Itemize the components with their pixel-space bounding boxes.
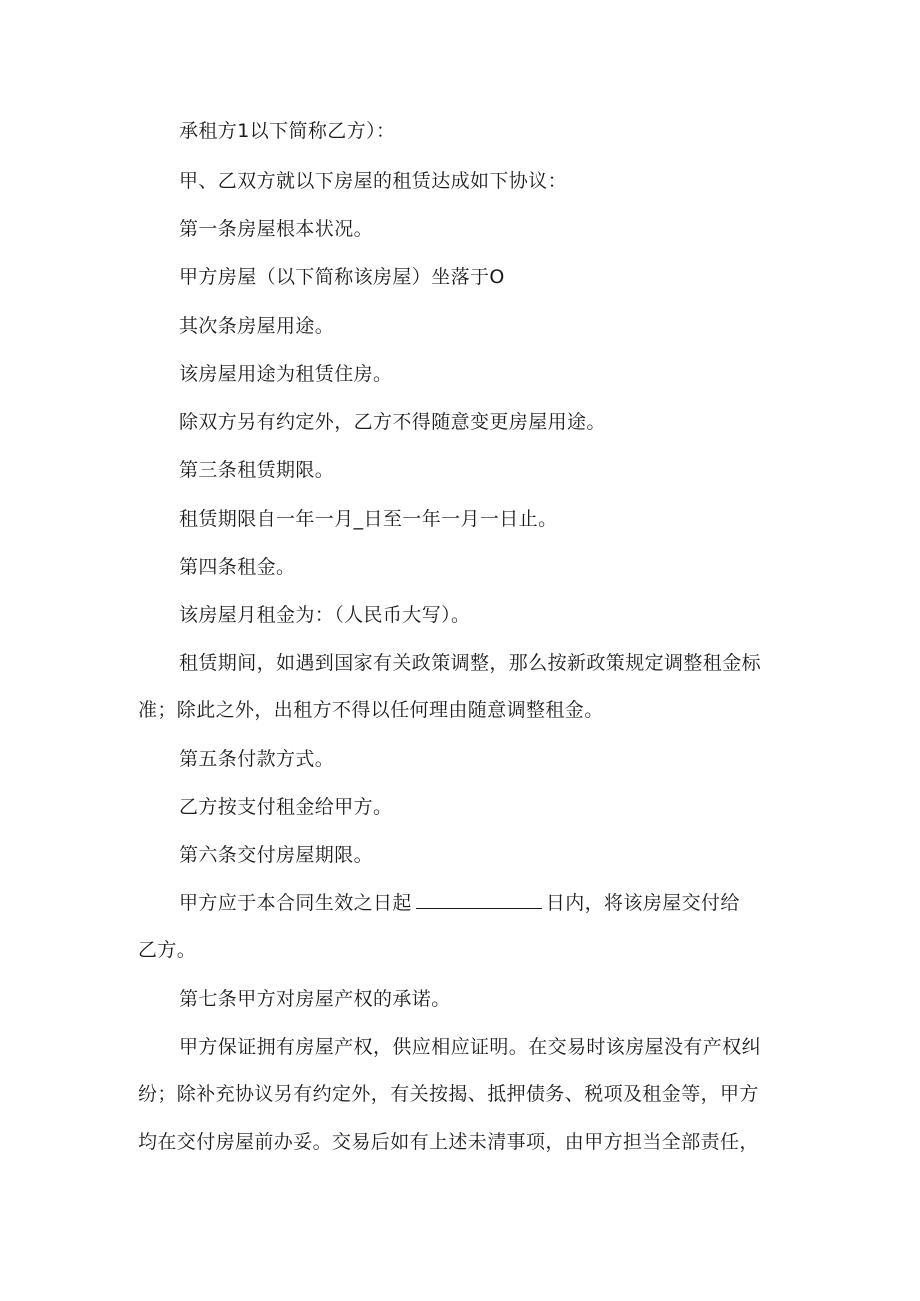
- heading-article-1: 第一条房屋根本状况。: [179, 218, 374, 240]
- heading-article-2: 其次条房屋用途。: [179, 315, 335, 337]
- text-line-delivery-cont: 乙方。: [138, 939, 197, 961]
- heading-article-5: 第五条付款方式。: [179, 748, 335, 770]
- text-line-lease-term: 租赁期限自一年一月_日至一年一月一日止。: [179, 508, 558, 530]
- fill-in-blank: [416, 890, 542, 909]
- text-line-agreement-intro: 甲、乙双方就以下房屋的租赁达成如下协议：: [179, 170, 568, 192]
- heading-article-6: 第六条交付房屋期限。: [179, 844, 374, 866]
- text-line-house-purpose: 该房屋用途为租赁住房。: [179, 363, 393, 385]
- heading-article-4: 第四条租金。: [179, 556, 296, 578]
- text-line-house-location: 甲方房屋（以下简称该房屋）坐落于O: [179, 266, 505, 288]
- text-line-rent-adjustment: 租赁期间，如遇到国家有关政策调整，那么按新政策规定调整租金标: [179, 652, 762, 674]
- text-line-delivery-deadline: [179, 890, 740, 916]
- heading-article-3: 第三条租赁期限。: [179, 459, 335, 481]
- text-line-property-guarantee: 甲方保证拥有房屋产权，供应相应证明。在交易时该房屋没有产权纠: [179, 1036, 762, 1058]
- text-line-property-guarantee-cont-2: 均在交付房屋前办妥。交易后如有上述未清事项，由甲方担当全部责任，: [138, 1131, 759, 1153]
- text-line-monthly-rent: 该房屋月租金为：（人民币大写）。: [179, 604, 471, 626]
- heading-article-7: 第七条甲方对房屋产权的承诺。: [179, 988, 451, 1010]
- text-line-rent-adjustment-cont: 准；除此之外，出租方不得以任何理由随意调整租金。: [138, 699, 604, 721]
- text-delivery-part-2: 日内，将该房屋交付给: [545, 892, 740, 914]
- text-line-purpose-restriction: 除双方另有约定外，乙方不得随意变更房屋用途。: [179, 411, 606, 433]
- text-line-property-guarantee-cont: 纷；除补充协议另有约定外，有关按揭、抵押债务、税项及租金等，甲方: [138, 1083, 759, 1105]
- text-line-lessee: 承租方1以下简称乙方）：: [179, 120, 396, 142]
- text-delivery-part-1: 甲方应于本合同生效之日起: [179, 892, 412, 914]
- text-line-payment: 乙方按支付租金给甲方。: [179, 796, 393, 818]
